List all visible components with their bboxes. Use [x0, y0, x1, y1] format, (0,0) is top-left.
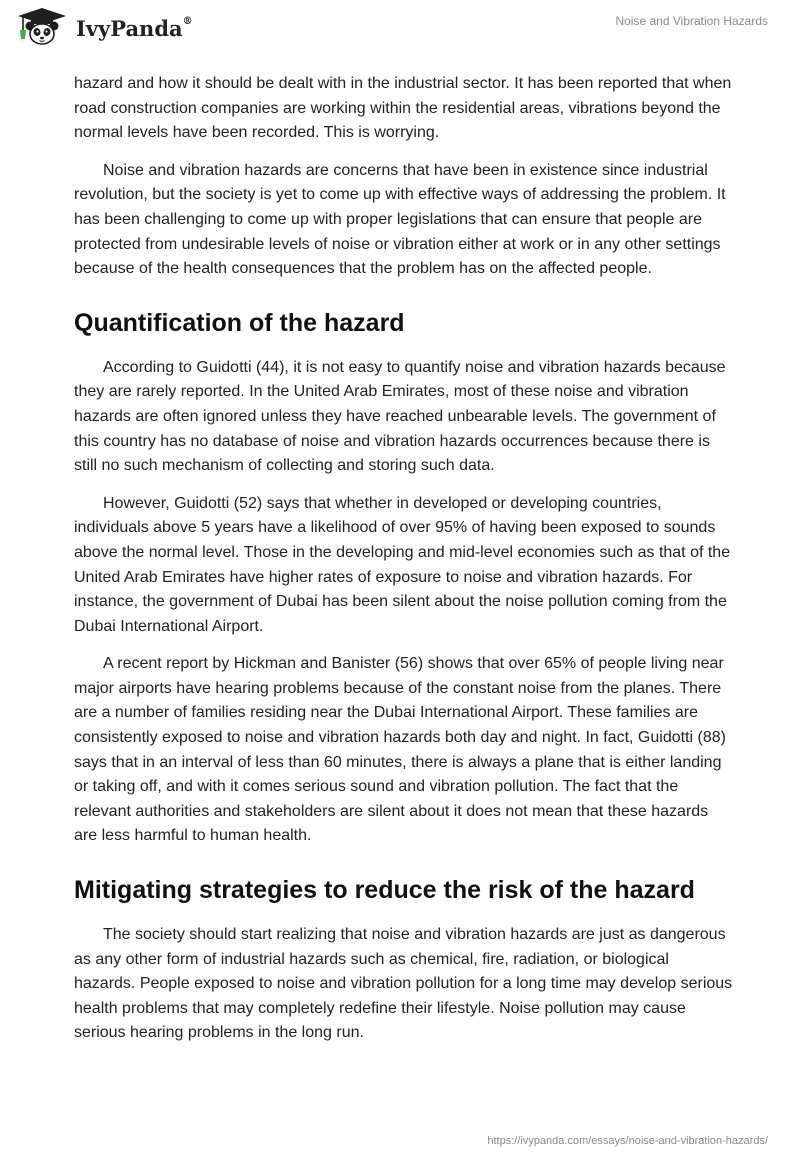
- panda-graduate-icon: [14, 6, 70, 46]
- paragraph: However, Guidotti (52) says that whether in developed or developing countries, individuals above 5 years have a likelihood of over 95% of having been exposed to sounds above the normal level. Those in the developing and mid-level economies such as that of the United Arab Emirates have higher rates of exposure to noise and vibration hazards. For instance, the government of Dubai has been silent about the noise pollution coming from the Dubai International Airport.: [74, 494, 731, 635]
- section-heading: Quantification of the hazard: [74, 308, 405, 337]
- paragraph: A recent report by Hickman and Banister (56) shows that over 65% of people living near major airports have hearing problems because of the constant noise from the planes. There are a number of families residing near the Dubai International Airport. These families are consistently exposed to noise and vibration hazards both day and night. In fact, Guidotti (88) says that in an interval of less than 60 minutes, there is always a plane that is either landing or taking off, and with it comes serious sound and vibration pollution. The fact that the relevant authorities and stakeholders are silent about it does not mean that these hazards are less harmful to human health.: [74, 655, 726, 845]
- page-header: [0, 0, 800, 70]
- source-url-link[interactable]: https://ivypanda.com/essays/noise-and-vibration-hazards/: [487, 1135, 768, 1147]
- section-heading: Mitigating strategies to reduce the risk of the hazard: [74, 876, 695, 905]
- paragraph: Noise and vibration hazards are concerns that have been in existence since industrial revolution, but the society is yet to come up with effective ways of addressing the problem. It has been challenging to come up with proper legislations that can ensure that people are protected from undesirable levels of noise or vibration either at work or in any other settings because of the health consequences that the problem has on the affected people.: [74, 161, 726, 278]
- essay-body: [74, 72, 734, 1059]
- paragraph: hazard and how it should be dealt with in the industrial sector. It has been reported that when road construction companies are working within the residential areas, vibrations beyond the normal levels have been recorded. This is worrying.: [74, 75, 732, 142]
- paragraph: The society should start realizing that noise and vibration hazards are just as dangerous as any other form of industrial hazards such as chemical, fire, radiation, or biological hazards. People exposed to noise and vibration pollution for a long time may develop serious health problems that may completely redefine their lifestyle. Noise pollution may cause serious hearing problems in the long run.: [74, 926, 733, 1042]
- document-title: Noise and Vibration Hazards: [615, 14, 768, 28]
- brand-logo[interactable]: [14, 6, 193, 46]
- brand-name: IvyPanda®: [76, 15, 193, 41]
- paragraph: According to Guidotti (44), it is not easy to quantify noise and vibration hazards because they are rarely reported. In the United Arab Emirates, most of these noise and vibration hazards are often ignored unless they have reached unbearable levels. The government of this country has no database of noise and vibration hazards occurrences because there is still no such mechanism of collecting and storing such data.: [74, 358, 726, 475]
- registered-mark: ®: [182, 15, 193, 27]
